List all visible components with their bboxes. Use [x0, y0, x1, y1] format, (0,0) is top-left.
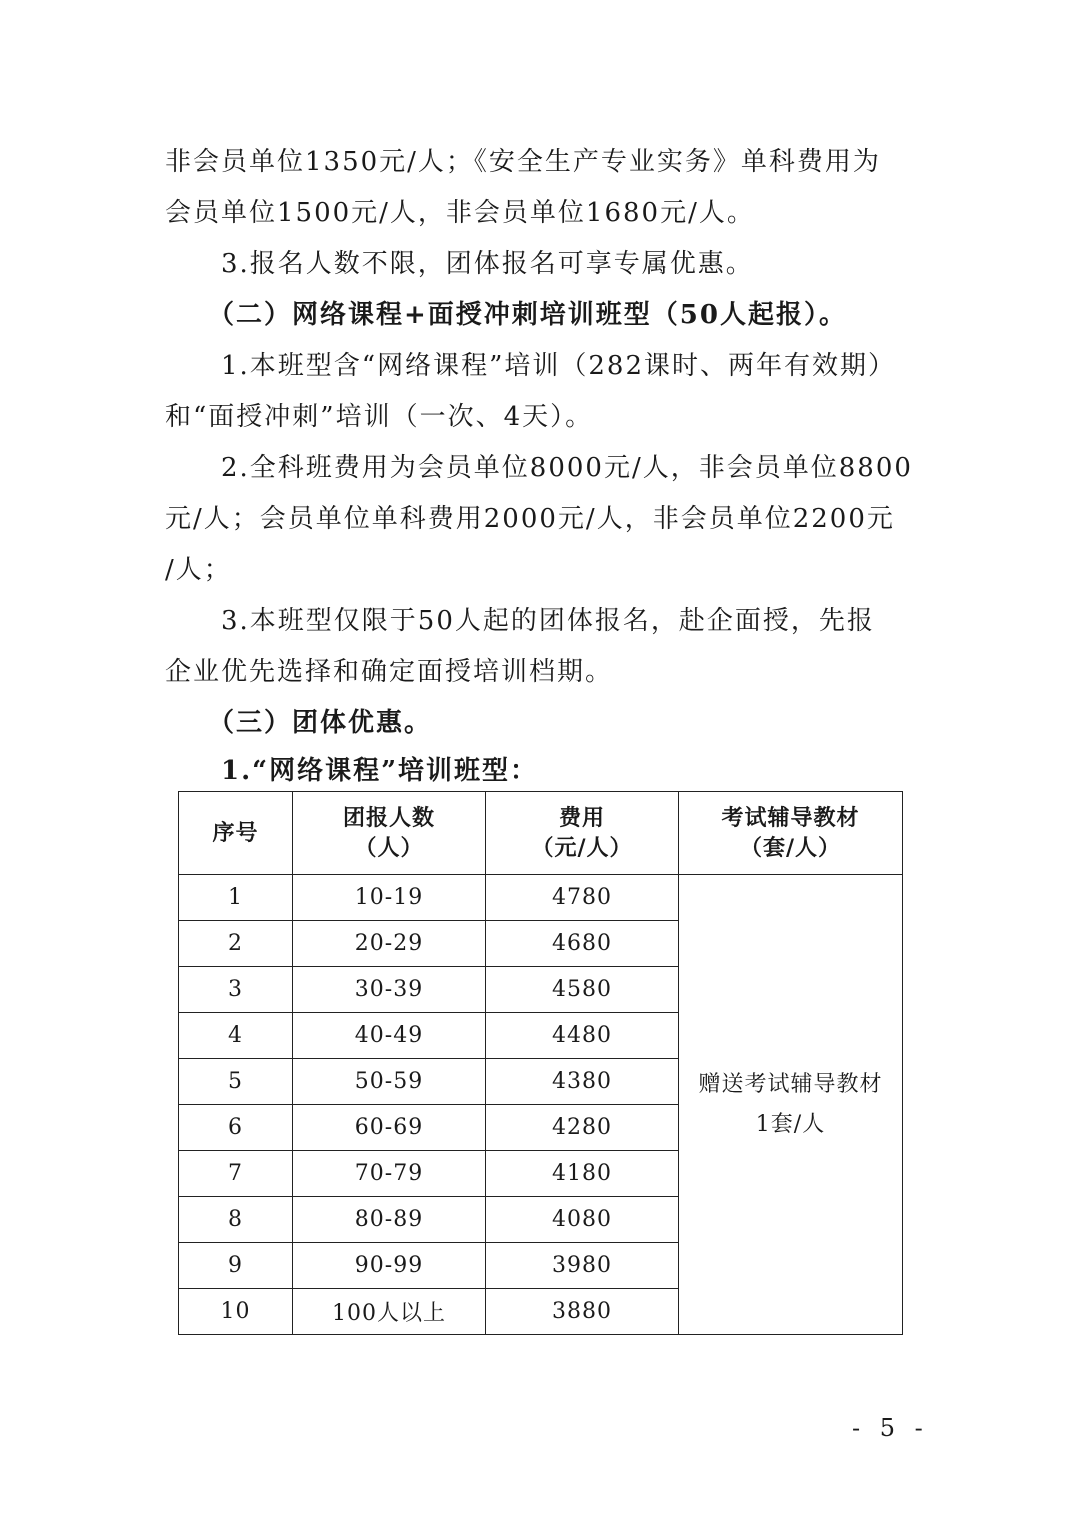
cell-seq: 4 [179, 1013, 293, 1059]
cell-group-size: 100人以上 [293, 1289, 486, 1335]
paragraph-line: 非会员单位1350元/人；《安全生产专业实务》单科费用为 [165, 147, 881, 177]
section-heading-3: （三）团体优惠。 [165, 708, 433, 738]
paragraph-line: /人； [165, 555, 232, 585]
header-materials [679, 792, 903, 875]
group-discount-table [178, 791, 903, 1335]
cell-materials [679, 875, 903, 1335]
cell-seq: 3 [179, 967, 293, 1013]
paragraph-line: 企业优先选择和确定面授培训档期。 [165, 657, 614, 687]
cell-seq: 2 [179, 921, 293, 967]
header-seq-label: 序号 [212, 820, 259, 846]
paragraph-line: 会员单位1500元/人，非会员单位1680元/人。 [165, 198, 755, 228]
cell-seq: 6 [179, 1105, 293, 1151]
paragraph-line: 3.本班型仅限于50人起的团体报名，赴企面授，先报 [165, 606, 875, 636]
cell-seq: 9 [179, 1243, 293, 1289]
cell-fee: 4680 [486, 921, 679, 967]
cell-fee: 3880 [486, 1289, 679, 1335]
table-row [179, 875, 903, 921]
paragraph-line: 和“面授冲刺”培训（一次、4天）。 [165, 402, 594, 432]
cell-group-size: 20-29 [293, 921, 486, 967]
cell-group-size: 40-49 [293, 1013, 486, 1059]
section-heading-2: （二）网络课程+面授冲刺培训班型（50人起报）。 [165, 300, 847, 330]
paragraph-line: 元/人；会员单位单科费用2000元/人，非会员单位2200元 [165, 504, 895, 534]
paragraph-line: 3.报名人数不限，团体报名可享专属优惠。 [165, 249, 754, 279]
cell-fee: 4580 [486, 967, 679, 1013]
table-header-row [179, 792, 903, 875]
cell-seq: 1 [179, 875, 293, 921]
cell-group-size: 50-59 [293, 1059, 486, 1105]
cell-group-size: 10-19 [293, 875, 486, 921]
header-seq [179, 792, 293, 875]
header-fee [486, 792, 679, 875]
cell-group-size: 60-69 [293, 1105, 486, 1151]
cell-fee: 4180 [486, 1151, 679, 1197]
header-fee-label: 费用 [558, 805, 605, 831]
header-group-size [293, 792, 486, 875]
materials-text-line: 1套/人 [755, 1111, 826, 1137]
header-group-size-label: 团报人数 [342, 805, 435, 831]
cell-seq: 7 [179, 1151, 293, 1197]
cell-fee: 4480 [486, 1013, 679, 1059]
header-group-size-unit: （人） [354, 835, 424, 861]
cell-fee: 4280 [486, 1105, 679, 1151]
paragraph-line: 1.本班型含“网络课程”培训（282课时、两年有效期） [165, 351, 897, 381]
cell-fee: 4780 [486, 875, 679, 921]
materials-text-line: 赠送考试辅导教材 [698, 1071, 883, 1097]
cell-seq: 5 [179, 1059, 293, 1105]
cell-group-size: 80-89 [293, 1197, 486, 1243]
header-materials-label: 考试辅导教材 [721, 805, 860, 831]
cell-fee: 4080 [486, 1197, 679, 1243]
cell-seq: 10 [179, 1289, 293, 1335]
header-materials-unit: （套/人） [739, 835, 842, 861]
table-caption: 1.“网络课程”培训班型： [165, 756, 539, 786]
page-number: - 5 - [852, 1414, 929, 1442]
cell-group-size: 70-79 [293, 1151, 486, 1197]
cell-group-size: 90-99 [293, 1243, 486, 1289]
paragraph-line: 2.全科班费用为会员单位8000元/人，非会员单位8800 [165, 453, 913, 483]
cell-seq: 8 [179, 1197, 293, 1243]
cell-group-size: 30-39 [293, 967, 486, 1013]
header-fee-unit: （元/人） [531, 835, 633, 861]
cell-fee: 3980 [486, 1243, 679, 1289]
cell-fee: 4380 [486, 1059, 679, 1105]
